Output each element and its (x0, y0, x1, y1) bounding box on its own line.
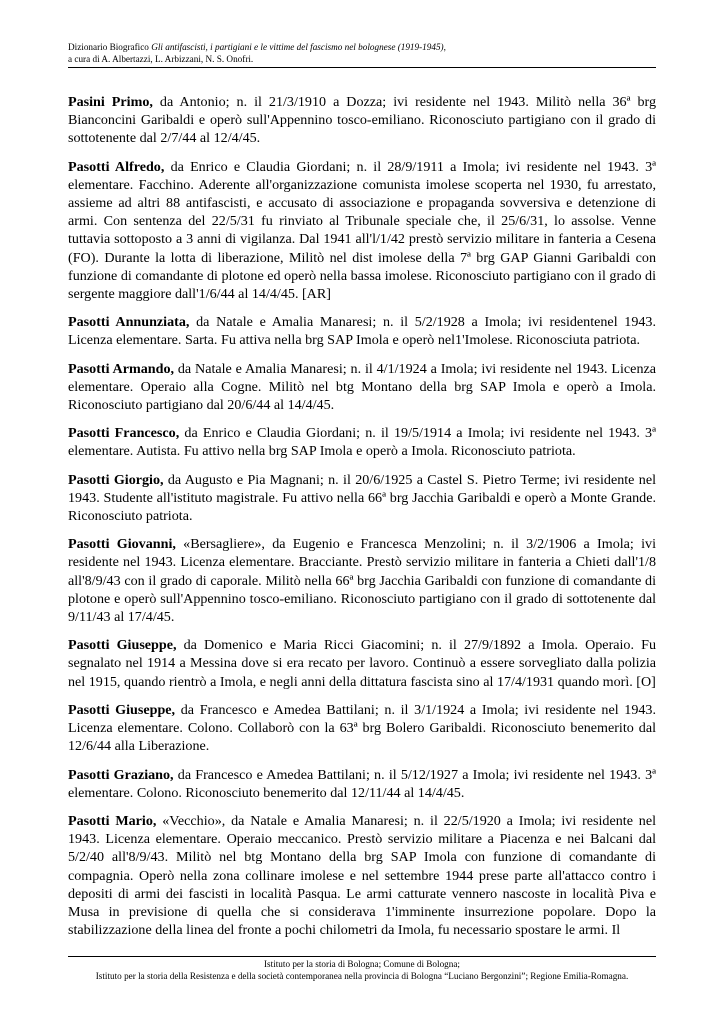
header-line-2: a cura di A. Albertazzi, L. Arbizzani, N. S. Onofri. (68, 53, 254, 64)
header-prefix: Dizionario Biografico (68, 42, 152, 52)
biography-entry (68, 424, 656, 460)
entry-text: da Francesco e Amedea Battilani; n. il 3/1/1924 a Imola; ivi residente nel 1943. Licenza elementare. Colono. Collaborò con la 63ª brg Bolero Garibaldi. Riconosciuto benemerito dal 12/6/44 alla Liberazione. (68, 701, 656, 755)
entry-text: da Enrico e Claudia Giordani; n. il 28/9/1911 a Imola; ivi residente nel 1943. 3ª elementare. Facchino. Aderente all'organizzazione comunista imolese scoperta nel 1930, fu arrestato, assieme ad altri 88 antifascisti, e accusato di associazione e propaganda sovversiva e detenzione di armi. Con sentenza del 22/5/31 fu rinviato al Tribunale speciale che, il 25/6/31, lo assolse. Venne tuttavia sottoposto a 3 anni di vigilanza. Dal 1941 all'l/1/42 prestò servizio militare in fanteria a Cesena (FO). Durante la lotta di liberazione, Militò nel dist imolese della 7ª brg GAP Gianni Garibaldi con funzione di comandante di plotone ed operò nella bassa imolese. Riconosciuto partigiano con il grado di sergente maggiore dall'1/6/44 al 14/4/45. [AR] (68, 158, 657, 303)
header-suffix: , (443, 42, 446, 52)
page-header (68, 42, 656, 65)
biography-entry (68, 158, 656, 304)
entry-text: da Enrico e Claudia Giordani; n. il 19/5/1914 a Imola; ivi residente nel 1943. 3ª elementare. Autista. Fu attivo nella brg SAP Imola e operò a Imola. Riconosciuto patriota. (68, 425, 656, 460)
page-footer (68, 956, 656, 982)
entry-name: Pasotti Alfredo, (68, 158, 165, 175)
entry-name: Pasotti Armando, (68, 360, 175, 377)
biography-entry (68, 471, 656, 526)
entry-text: «Bersagliere», da Eugenio e Francesca Menzolini; n. il 3/2/1906 a Imola; ivi residente nel 1943. Licenza elementare. Bracciante. Prestò servizio militare in fanteria a Chieti dall'1/8 all'8/9/43 con il grado di caporale. Militò nella 66ª brg Jacchia Garibaldi con funzione di comandante di plotone e operò sull'Appennino tosco-emiliano. Riconosciuto partigiano con il grado di sottotenente dal 9/11/43 al 17/4/45. (68, 536, 656, 626)
entry-name: Pasotti Giorgio, (68, 471, 164, 488)
footer-line-2: Istituto per la storia della Resistenza e della società contemporanea nella provincia di Bologna “Luciano Bergonzini”; Regione Emilia-Romagna. (95, 970, 629, 981)
biography-entry (68, 535, 656, 626)
biography-entry (68, 360, 656, 415)
entry-text: da Francesco e Amedea Battilani; n. il 5/12/1927 a Imola; ivi residente nel 1943. 3ª elementare. Colono. Riconosciuto benemerito dal 12/11/44 al 14/4/45. (68, 766, 657, 801)
header-line-1 (68, 42, 656, 54)
entry-name: Pasotti Francesco, (68, 425, 180, 442)
biography-entry (68, 93, 656, 148)
entry-name: Pasotti Mario, (68, 812, 157, 829)
footer-rule (68, 956, 656, 957)
entry-name: Pasotti Annunziata, (68, 314, 190, 331)
biography-entry (68, 766, 656, 802)
entry-text: da Domenico e Maria Ricci Giacomini; n. il 27/9/1892 a Imola. Operaio. Fu segnalato nel 1914 a Messina dove si era recato per lavoro. Continuò a essere sorvegliato dalla polizia nel 1915, quando rientrò a Imola, e negli anni della dittatura fascista sino al 17/4/1931 quando morì. [O] (68, 637, 656, 690)
header-title-italic: Gli antifascisti, i partigiani e le vittime del fascismo nel bolognese (1919-1945) (151, 42, 444, 52)
entry-name: Pasotti Giovanni, (68, 536, 176, 553)
document-body (68, 93, 656, 949)
entry-name: Pasotti Giuseppe, (68, 637, 177, 654)
entry-name: Pasotti Giuseppe, (68, 701, 176, 718)
biography-entry (68, 636, 656, 691)
entry-text: «Vecchio», da Natale e Amalia Manaresi; n. il 22/5/1920 a Imola; ivi residente nel 1943. Licenza elementare. Operaio meccanico. Prestò servizio militare a Piacenza e nei Balcani dal 5/2/40 all'8/9/43. Militò nel btg Montano della brg SAP Imola con funzione di comandante di compagnia. Operò nella zona collinare imolese e nel settembre 1944 prese parte all'attacco contro i depositi di armi dei fascisti in località Pasqua. Le armi catturate vennero nascoste in località Piva e Musa in previsione di quella che si considerava 1'imminente insurrezione popolare. Dopo la stabilizzazione della linea del fronte a pochi chilometri da Imola, fu necessario spostare le armi. Il (68, 812, 656, 939)
biography-entry (68, 701, 656, 756)
entry-text: da Natale e Amalia Manaresi; n. il 5/2/1928 a Imola; ivi residentenel 1943. Licenza elementare. Sarta. Fu attiva nella brg SAP Imola e operò nel1'Imolese. Riconosciuta patriota. (68, 314, 657, 349)
biography-entry (68, 812, 656, 939)
biography-entry (68, 313, 656, 349)
entry-name: Pasotti Graziano, (68, 766, 174, 783)
header-rule (68, 67, 656, 68)
entry-text: da Augusto e Pia Magnani; n. il 20/6/1925 a Castel S. Pietro Terme; ivi residente nel 1943. Studente all'istituto magistrale. Fu attivo nella 66ª brg Jacchia Garibaldi e operò a Monte Grande. Riconosciuto patriota. (68, 471, 656, 525)
entry-text: da Natale e Amalia Manaresi; n. il 4/1/1924 a Imola; ivi residente nel 1943. Licenza elementare. Operaio alla Cogne. Militò nel btg Montano della brg SAP Imola e operò a Imola. Riconosciuto partigiano dal 20/6/44 al 14/4/45. (68, 360, 656, 414)
entry-text: da Antonio; n. il 21/3/1910 a Dozza; ivi residente nel 1943. Militò nella 36ª brg Bianconcini Garibaldi e operò sull'Appennino tosco-emiliano. Riconosciuto partigiano con il grado di sottotenente dal 2/7/44 al 12/4/45. (68, 94, 656, 147)
footer-line-1: Istituto per la storia di Bologna; Comune di Bologna; (264, 959, 460, 969)
entry-name: Pasini Primo, (68, 94, 153, 110)
